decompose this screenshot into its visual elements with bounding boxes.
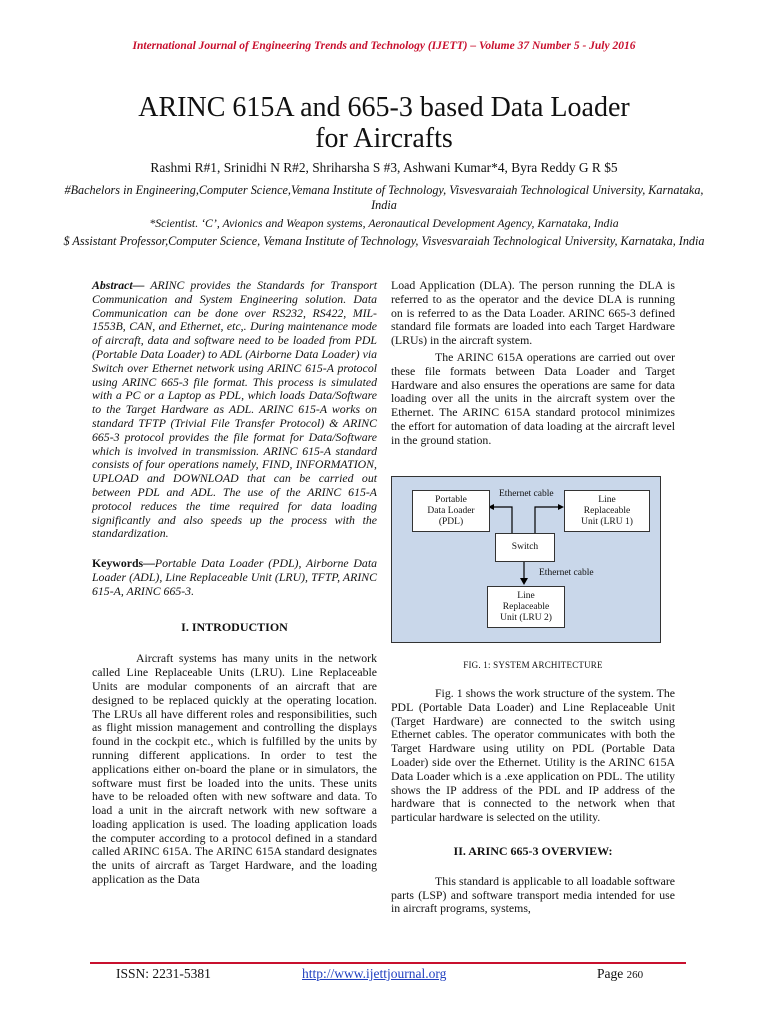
lru2-label-3: Unit (LRU 2): [500, 612, 552, 623]
lru2-label-2: Replaceable: [502, 601, 550, 612]
section-1-heading: I. INTRODUCTION: [181, 619, 288, 634]
abstract: [92, 279, 377, 541]
section-2-heading: II. ARINC 665-3 OVERVIEW:: [453, 843, 613, 858]
arrow-lru2-icon: [520, 578, 528, 585]
affiliation-2: *Scientist. ‘C’, Avionics and Weapon systems, Aeronautical Development Agency, Karnataka, India: [149, 216, 619, 230]
lru1-label-3: Unit (LRU 1): [581, 516, 633, 527]
keywords-text: Portable Data Loader (PDL), Airborne Data Loader (ADL), Line Replaceable Unit (LRU), TFTP, ARINC 615-A, ARINC 665-3.: [92, 556, 377, 598]
lru2-label-1: Line: [517, 590, 535, 601]
lru2-box: [487, 586, 565, 628]
title-line-2: for Aircrafts: [315, 123, 453, 154]
right-paragraph-4: This standard is applicable to all loadable software parts (LSP) and software transport media intended for use in aircraft programs, systems,: [391, 873, 675, 916]
pdl-label-1: Portable: [435, 494, 467, 505]
footer-page: [597, 966, 643, 982]
footer-divider: [90, 962, 686, 964]
system-architecture-diagram: [391, 476, 661, 643]
cable-switch-lru1: [535, 507, 562, 533]
footer-page-number: 260: [626, 969, 644, 981]
abstract-label: Abstract—: [92, 278, 145, 292]
author-list: Rashmi R#1, Srinidhi N R#2, Shriharsha S #3, Ashwani Kumar*4, Byra Reddy G R $5: [150, 160, 618, 175]
keywords: [92, 557, 377, 598]
lru1-label-1: Line: [598, 494, 616, 505]
right-column-top: [391, 279, 675, 448]
right-paragraph-2: The ARINC 615A operations are carried out over these file formats between Data Loader and Target Hardware and also ensures the operations are same for data loading over all the units in the aircraft system over the Ethernet. The ARINC 615A standard protocol minimizes the effort for automation of data loading at the aircraft level in the ground station.: [391, 349, 675, 447]
switch-box: Switch: [495, 533, 555, 562]
footer-page-label: Page: [597, 966, 624, 981]
cable-label-bottom: Ethernet cable: [539, 568, 594, 578]
journal-header: International Journal of Engineering Trends and Technology (IJETT) – Volume 37 Number 5 - July 2016: [132, 40, 636, 52]
footer-issn: ISSN: 2231-5381: [116, 966, 211, 981]
right-column-bottom: [391, 687, 675, 916]
left-column: [92, 279, 377, 887]
cable-switch-pdl: [490, 507, 512, 533]
keywords-label: Keywords—: [92, 556, 155, 571]
lru1-label-2: Replaceable: [583, 505, 631, 516]
cable-label-top: Ethernet cable: [499, 489, 554, 499]
right-paragraph-3: Fig. 1 shows the work structure of the system. The PDL (Portable Data Loader) and Line Replaceable Unit (Target Hardware) are connected to the switch using Ethernet cables. The operator communicates with both the Target Hardware using utility on PDL (Portable Data Loader) side over the Ethernet. Utility is the ARINC 615A Data Loader which is a .exe application on PDL. The utility shows the IP address of the PDL and IP address of the hardware that is connected to the network when that particular hardware is selected on the utility.: [391, 686, 675, 825]
pdl-box: [412, 490, 490, 532]
paper-title: [0, 92, 768, 154]
figure-caption: FIG. 1: SYSTEM ARCHITECTURE: [463, 660, 603, 670]
affiliation-3: $ Assistant Professor,Computer Science, Vemana Institute of Technology, Visvesvaraiah Technological University, Karnataka, India: [63, 234, 705, 248]
abstract-text: ARINC provides the Standards for Transport Communication and System Engineering solution. Data Communication can be done over RS232, RS422, MIL-1553B, CAN, and Ethernet, etc,. During maintenance mode of aircraft, data and software need to be loaded from PDL (Portable Data Loader) to ADL (Airborne Data Loader) via Switch over Ethernet network using ARINC 615-A protocol using ARINC 665-3 file format. This process is simulated with a PC or a Laptop as PDL, which loads Data/Software to the Target Hardware as ADL. ARINC 615-A works on standard TFTP (Trivial File Transfer Protocol) & ARINC 665-3 protocol provides the file format for Data/Software which is involved in transmission. ARINC 615-A standard consists of four operations namely, FIND, INFORMATION, UPLOAD and DOWNLOAD that can be carried out between PDL and ADL. The use of the ARINC 615-A protocol reduces the time required for data loading significantly and also speeds up the process with the standardization.: [92, 278, 377, 541]
footer-journal-link[interactable]: http://www.ijettjournal.org: [302, 966, 447, 981]
right-paragraph-1: Load Application (DLA). The person running the DLA is referred to as the operator and the device DLA is running on is referred to as the Data Loader. ARINC 665-3 defined standard file formats are loaded into each Target Hardware (LRUs) in the aircraft system.: [391, 278, 675, 348]
title-line-1: ARINC 615A and 665-3 based Data Loader: [138, 92, 630, 123]
lru1-box: [564, 490, 650, 532]
pdl-label-3: (PDL): [438, 516, 464, 527]
intro-paragraph: Aircraft systems has many units in the network called Line Replaceable Units (LRU). Line Replaceable Units are modular components of an aircraft that are designed to be replaced quickly at the operating location. The LRUs all have different roles and responsibilities, such as flight mission management and controlling the displays found in the cockpit etc., which is fulfilled by the units by running different applications. In order to test the applications either on-board the plane or in simulators, the software must first be loaded into the units. These units have to be reloaded often with new software and data. To load a unit in the aircraft network with new software a loading application is used. The loading application loads the computer according to a protocol defined in a standard called ARINC 615A. The ARINC 615A standard designates the units of aircraft as Target Hardware, and the loading application as the Data: [92, 651, 377, 887]
affiliation-1: #Bachelors in Engineering,Computer Science,Vemana Institute of Technology, Visvesvaraiah Technological University, Karnataka, India: [64, 183, 704, 212]
pdl-label-2: Data Loader: [427, 505, 475, 516]
